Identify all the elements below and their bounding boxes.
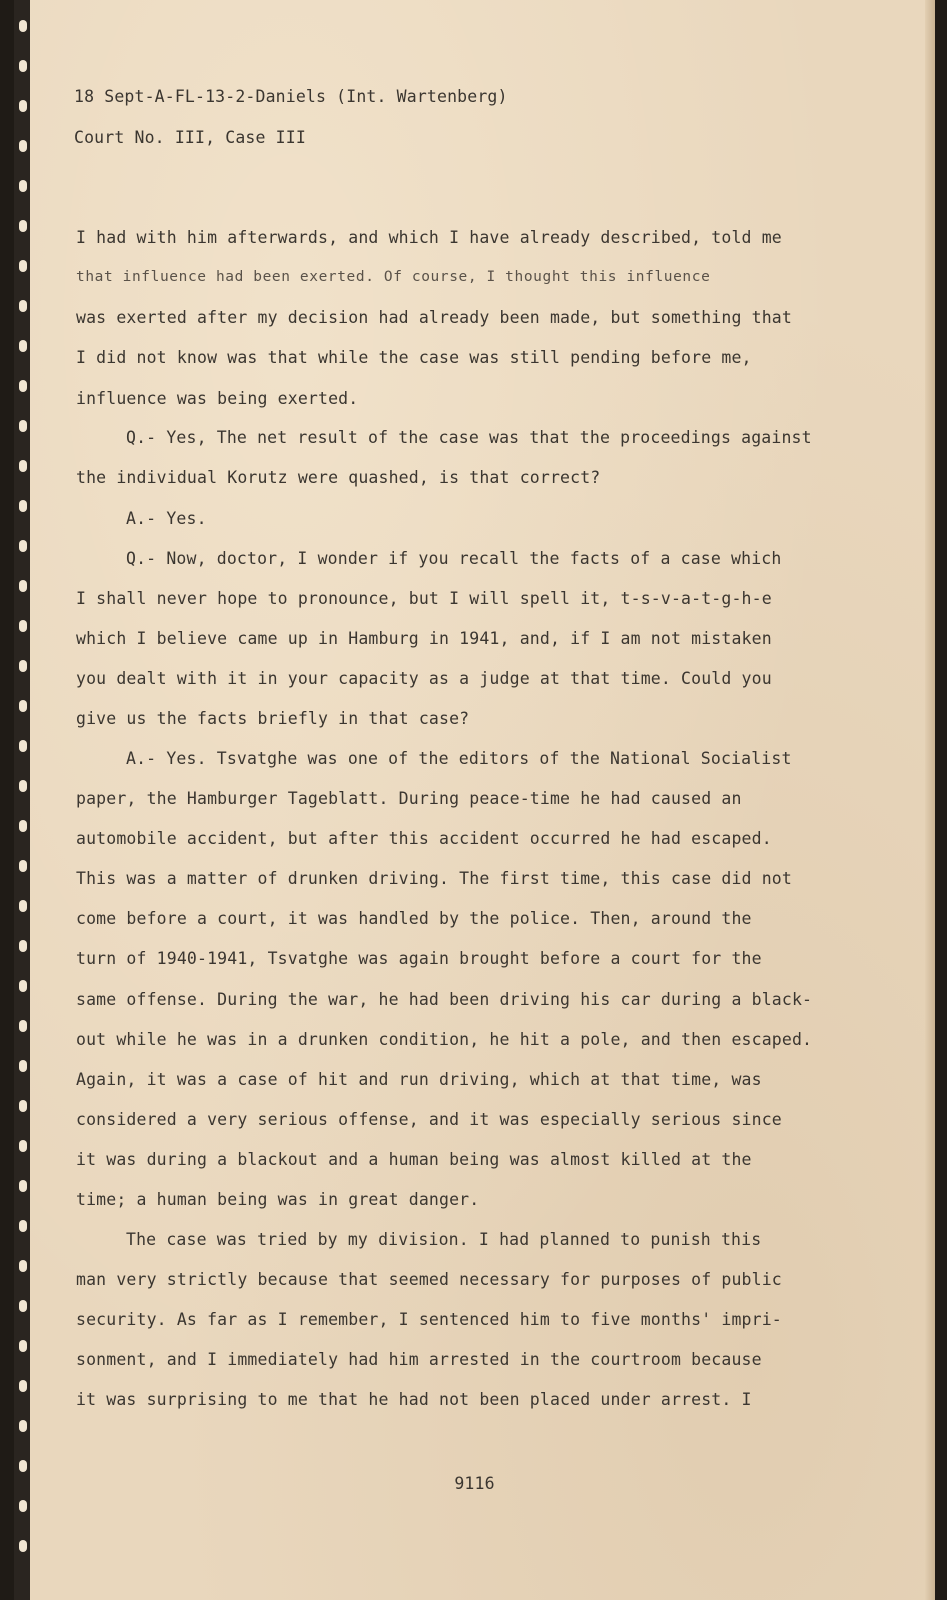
binding-hole (19, 540, 27, 552)
binding-hole (19, 260, 27, 272)
binding-hole (19, 1140, 27, 1152)
binding-hole (19, 700, 27, 712)
binding-hole (19, 100, 27, 112)
binding-hole (19, 500, 27, 512)
binding-hole (19, 1460, 27, 1472)
binding-hole (19, 300, 27, 312)
transcript-line: I did not know was that while the case was still pending before me, (76, 348, 752, 367)
transcript-line: Q.- Yes, The net result of the case was that the proceedings against (126, 428, 812, 447)
page-edge (925, 0, 935, 1600)
binding-hole (19, 1260, 27, 1272)
transcript-line: automobile accident, but after this accident occurred he had escaped. (76, 829, 772, 848)
transcript-line: I shall never hope to pronounce, but I will spell it, t-s-v-a-t-g-h-e (76, 589, 772, 608)
transcript-line: This was a matter of drunken driving. The first time, this case did not (76, 869, 792, 888)
binding-hole (19, 660, 27, 672)
binding-hole (19, 820, 27, 832)
binding-hole (19, 780, 27, 792)
document-reference: 18 Sept-A-FL-13-2-Daniels (Int. Wartenberg) (74, 87, 508, 106)
transcript-line: that influence had been exerted. Of course, I thought this influence (76, 269, 711, 285)
binding-hole (19, 1380, 27, 1392)
transcript-line: paper, the Hamburger Tageblatt. During peace-time he had caused an (76, 789, 742, 808)
transcript-line: A.- Yes. Tsvatghe was one of the editors of the National Socialist (126, 749, 792, 768)
binding-hole (19, 180, 27, 192)
binding-hole (19, 420, 27, 432)
binding-hole (19, 900, 27, 912)
transcript-line: man very strictly because that seemed necessary for purposes of public (76, 1270, 782, 1289)
document-page (14, 0, 935, 1600)
transcript-line: I had with him afterwards, and which I have already described, told me (76, 228, 782, 247)
transcript-line: The case was tried by my division. I had planned to punish this (126, 1230, 762, 1249)
transcript-line: Q.- Now, doctor, I wonder if you recall the facts of a case which (126, 549, 782, 568)
binding-hole (19, 1220, 27, 1232)
transcript-line: A.- Yes. (126, 509, 207, 528)
binding-strip (14, 0, 30, 1600)
transcript-line: turn of 1940-1941, Tsvatghe was again brought before a court for the (76, 949, 762, 968)
transcript-line: give us the facts briefly in that case? (76, 709, 470, 728)
binding-hole (19, 1060, 27, 1072)
binding-hole (19, 20, 27, 32)
binding-hole (19, 980, 27, 992)
binding-hole (19, 740, 27, 752)
binding-hole (19, 140, 27, 152)
transcript-line: time; a human being was in great danger. (76, 1190, 480, 1209)
transcript-line: come before a court, it was handled by the police. Then, around the (76, 909, 752, 928)
transcript-line: security. As far as I remember, I sentenced him to five months' impri- (76, 1310, 782, 1329)
court-case-line: Court No. III, Case III (74, 128, 306, 147)
transcript-line: Again, it was a case of hit and run driving, which at that time, was (76, 1070, 762, 1089)
transcript-line: influence was being exerted. (76, 389, 359, 408)
transcript-line: it was surprising to me that he had not been placed under arrest. I (76, 1390, 752, 1409)
transcript-line: the individual Korutz were quashed, is that correct? (76, 468, 601, 487)
transcript-line: sonment, and I immediately had him arrested in the courtroom because (76, 1350, 762, 1369)
binding-hole (19, 460, 27, 472)
binding-hole (19, 1100, 27, 1112)
binding-hole (19, 1300, 27, 1312)
transcript-line: which I believe came up in Hamburg in 1941, and, if I am not mistaken (76, 629, 772, 648)
transcript-line: out while he was in a drunken condition, he hit a pole, and then escaped. (76, 1030, 813, 1049)
binding-hole (19, 1540, 27, 1552)
binding-hole (19, 60, 27, 72)
binding-hole (19, 380, 27, 392)
transcript-line: considered a very serious offense, and it was especially serious since (76, 1110, 782, 1129)
transcript-line: it was during a blackout and a human being was almost killed at the (76, 1150, 752, 1169)
transcript-line: you dealt with it in your capacity as a judge at that time. Could you (76, 669, 772, 688)
binding-hole (19, 1420, 27, 1432)
binding-hole (19, 1500, 27, 1512)
binding-hole (19, 860, 27, 872)
binding-hole (19, 220, 27, 232)
binding-hole (19, 1340, 27, 1352)
binding-hole (19, 620, 27, 632)
page-number: 9116 (454, 1474, 495, 1493)
binding-hole (19, 1020, 27, 1032)
binding-hole (19, 580, 27, 592)
binding-hole (19, 340, 27, 352)
transcript-line: was exerted after my decision had already been made, but something that (76, 308, 792, 327)
transcript-line: same offense. During the war, he had been driving his car during a black- (76, 990, 813, 1009)
binding-hole (19, 940, 27, 952)
binding-hole (19, 1180, 27, 1192)
